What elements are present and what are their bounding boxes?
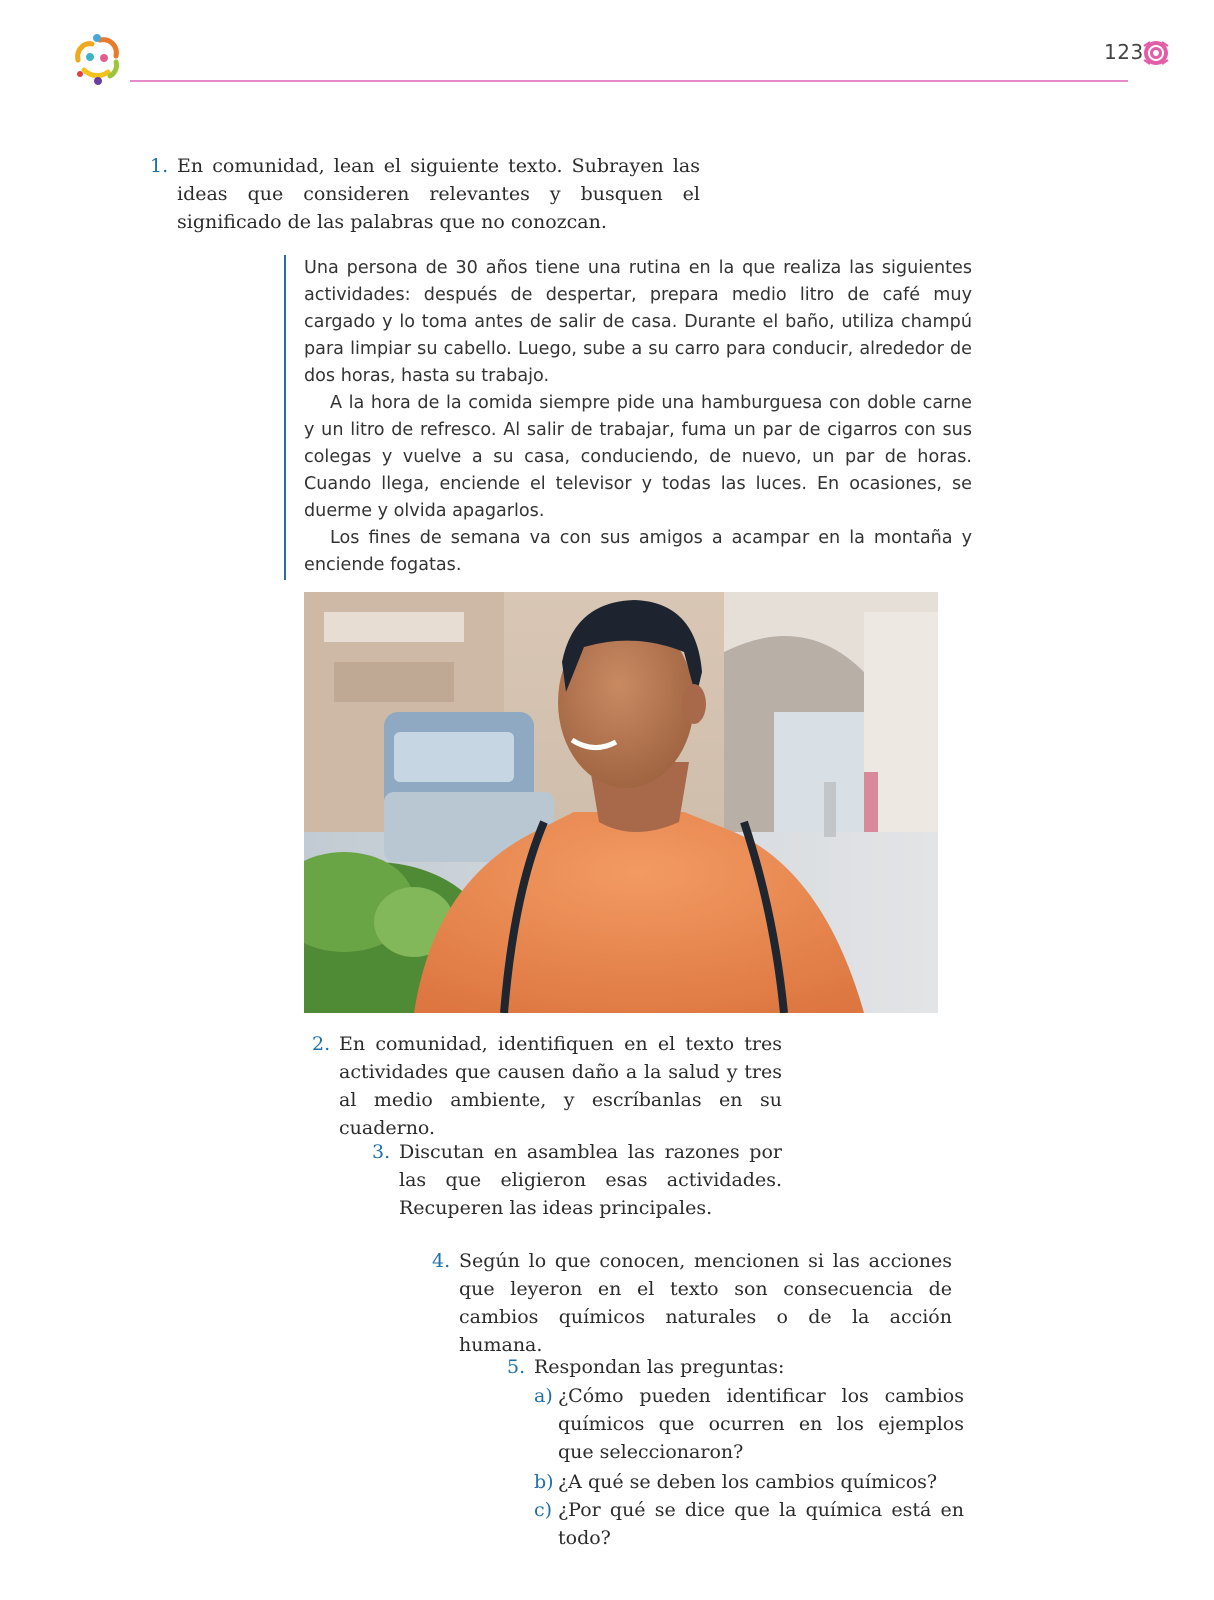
- question-text: ¿Cómo pueden identificar los cambios químicos que ocurren en los ejemplos que seleccionaron?: [558, 1385, 964, 1463]
- question-a: [534, 1382, 964, 1466]
- activity-4: [432, 1247, 952, 1359]
- question-text: ¿A qué se deben los cambios químicos?: [558, 1471, 938, 1493]
- activity-text: Según lo que conocen, mencionen si las acciones que leyeron en el texto son consecuencia de cambios químicos naturales o de la acción humana.: [459, 1250, 952, 1356]
- question-c: [534, 1496, 964, 1552]
- activity-number: 3.: [372, 1141, 391, 1163]
- question-letter: c): [534, 1499, 553, 1521]
- activity-text: En comunidad, identifiquen en el texto tres actividades que causen daño a la salud y tres al medio ambiente, y escríbanlas en su cuaderno.: [339, 1033, 782, 1139]
- page-number: 123: [1104, 40, 1144, 64]
- ornament-icon: [1142, 38, 1170, 68]
- activity-text: Discutan en asamblea las razones por las que eligieron esas actividades. Recuperen las ideas principales.: [399, 1141, 782, 1219]
- activity-1: [150, 152, 700, 236]
- question-letter: a): [534, 1385, 553, 1407]
- question-letter: b): [534, 1471, 554, 1493]
- reading-passage: [284, 255, 974, 580]
- activity-number: 2.: [312, 1033, 331, 1055]
- activity-number: 5.: [507, 1356, 526, 1378]
- activity-text: En comunidad, lean el siguiente texto. Subrayen las ideas que consideren relevantes y busquen el significado de las palabras que no conozcan.: [177, 155, 700, 233]
- reading-rule: [284, 255, 286, 580]
- reading-paragraph: A la hora de la comida siempre pide una hamburguesa con doble carne y un litro de refresco. Al salir de trabajar, fuma un par de cigarros con sus colegas y vuelve a su casa, conduciendo, de nuevo, un par de horas. Cuando llega, enciende el televisor y todas las luces. En ocasiones, se duerme y olvida apagarlos.: [304, 393, 972, 521]
- question-text: ¿Por qué se dice que la química está en todo?: [558, 1499, 964, 1549]
- photo-smiling-man: [304, 592, 938, 1013]
- question-b: [534, 1468, 964, 1496]
- header-rule: [130, 80, 1128, 82]
- activity-text: Respondan las preguntas:: [534, 1356, 785, 1378]
- reading-paragraph: Los fines de semana va con sus amigos a acampar en la montaña y enciende fogatas.: [304, 528, 972, 575]
- activity-number: 1.: [150, 155, 169, 177]
- activity-2: [312, 1030, 782, 1142]
- activity-3: [372, 1138, 782, 1222]
- reading-paragraph: Una persona de 30 años tiene una rutina en la que realiza las siguientes actividades: después de despertar, prepara medio litro de café muy cargado y lo toma antes de salir de casa. Durante el baño, utiliza champú para limpiar su cabello. Luego, sube a su carro para conducir, alrededor de dos horas, hasta su trabajo.: [304, 258, 972, 386]
- activity-5: [507, 1353, 967, 1381]
- activity-number: 4.: [432, 1250, 451, 1272]
- book-logo-icon: [70, 30, 126, 86]
